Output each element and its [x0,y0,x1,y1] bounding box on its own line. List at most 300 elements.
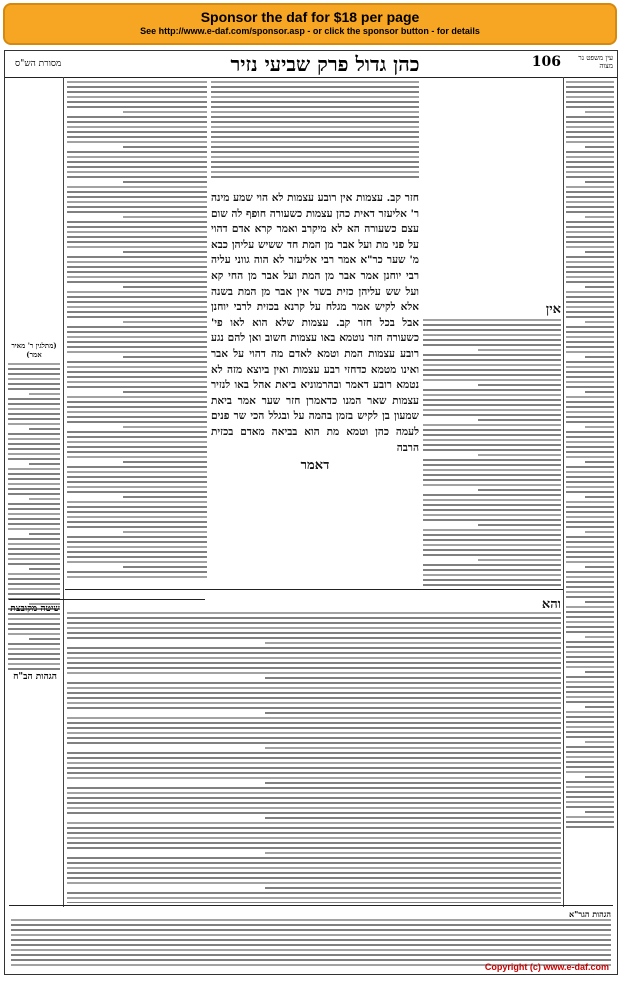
text-line [211,86,419,88]
text-line [8,443,60,445]
text-line [11,919,611,921]
text-line [423,339,561,341]
text-line [8,633,60,635]
text-line [67,842,561,844]
text-line [423,429,561,431]
text-line [67,281,207,283]
text-line [8,458,60,460]
text-line [423,479,561,481]
text-line [566,436,614,438]
text-line [67,902,561,903]
text-line [67,637,561,639]
text-line [423,404,561,406]
lower-commentary [67,593,561,903]
text-line [67,652,561,654]
text-line [8,468,60,470]
text-line [566,366,614,368]
text-line [566,196,614,198]
text-line [67,717,561,719]
text-line [566,771,614,773]
masoret-column [8,81,60,901]
text-line [8,453,60,455]
page-title: כהן גדול פרק שביעי נזיר [230,52,420,76]
text-line [566,131,614,133]
text-line [67,166,207,168]
text-line [478,524,561,526]
text-line [423,409,561,411]
gemara-closing-word: דאמר [300,458,330,474]
text-line [211,131,419,133]
text-line [123,391,207,393]
text-line [566,346,614,348]
text-line [566,526,614,528]
page-header [5,51,617,78]
text-line [566,106,614,108]
copyright-notice[interactable]: Copyright (c) www.e-daf.com [484,962,609,972]
text-line [566,606,614,608]
text-line [566,176,614,178]
text-line [11,959,611,961]
text-line [67,106,207,108]
text-line [585,811,614,813]
text-line [67,822,561,824]
text-line [211,161,419,163]
text-line [423,534,561,536]
text-line [585,216,614,218]
ein-mishpat-column [566,81,614,901]
text-line [123,181,207,183]
text-line [67,737,561,739]
text-line [67,506,207,508]
text-line [67,306,207,308]
text-line [67,541,207,543]
text-line [566,576,614,578]
text-line [566,661,614,663]
text-line [8,373,60,375]
text-line [8,413,60,415]
text-line [67,201,207,203]
text-line [8,583,60,585]
text-line [67,561,207,563]
left-margin-label: מסורת הש"ס [15,59,62,69]
text-line [566,336,614,338]
text-line [67,231,207,233]
text-line [67,196,207,198]
text-line [67,847,561,849]
text-line [478,384,561,386]
sponsor-title[interactable]: Sponsor the daf for $18 per page [200,9,420,25]
text-line [423,354,561,356]
text-line [566,351,614,353]
text-line [67,346,207,348]
text-line [8,628,60,630]
text-line [67,271,207,273]
text-line [67,862,561,864]
text-line [585,601,614,603]
text-line [67,546,207,548]
text-line [585,566,614,568]
text-line [585,181,614,183]
text-line [566,821,614,823]
text-line [423,394,561,396]
text-line [423,439,561,441]
hagahot-gra-label: הגהות הגר"א [568,909,611,919]
text-line [423,494,561,496]
text-line [566,521,614,523]
footnotes [11,909,611,969]
text-line [67,451,207,453]
text-line [423,389,561,391]
text-line [566,801,614,803]
text-line [423,424,561,426]
text-line [566,456,614,458]
text-line [8,618,60,620]
text-line [67,812,561,814]
text-line [423,414,561,416]
text-line [67,401,207,403]
text-line [566,641,614,643]
text-line [423,564,561,566]
sponsor-subtitle[interactable]: See http://www.e-daf.com/sponsor.asp - or click the sponsor button - for details [140,26,480,36]
text-line [478,559,561,561]
text-line [211,176,419,178]
text-line [123,496,207,498]
rashi-heading-word: אין [545,302,561,317]
text-line [8,663,60,665]
text-line [67,326,207,328]
text-line [67,526,207,528]
text-line [8,363,60,365]
text-line [8,473,60,475]
text-line [566,716,614,718]
text-line [423,529,561,531]
text-line [566,206,614,208]
text-line [566,241,614,243]
text-line [566,686,614,688]
text-line [67,406,207,408]
text-line [67,682,561,684]
text-line [67,161,207,163]
text-line [8,543,60,545]
text-line [67,867,561,869]
text-line [11,929,611,931]
text-line [67,697,561,699]
text-line [566,136,614,138]
page-number: 106 [531,54,561,70]
text-line [67,692,561,694]
text-line [566,476,614,478]
sponsor-banner[interactable] [3,3,617,45]
text-line [67,91,207,93]
text-line [67,762,561,764]
text-line [265,852,561,854]
text-line [8,448,60,450]
text-line [566,276,614,278]
text-line [67,521,207,523]
text-line [29,393,60,395]
text-line [566,291,614,293]
rashi-column [423,81,561,586]
text-line [566,781,614,783]
text-line [566,376,614,378]
text-line [566,281,614,283]
text-line [67,617,561,619]
text-line [211,121,419,123]
text-line [566,151,614,153]
text-line [566,501,614,503]
text-line [123,426,207,428]
text-line [67,662,561,664]
text-line [67,131,207,133]
text-line [423,519,561,521]
text-line [566,86,614,88]
text-line [67,732,561,734]
text-line [67,551,207,553]
text-line [67,792,561,794]
text-line [8,573,60,575]
text-line [67,632,561,634]
text-line [8,518,60,520]
text-line [67,136,207,138]
text-line [123,216,207,218]
gemara-text [211,191,419,571]
text-line [566,431,614,433]
text-line [585,461,614,463]
text-line [566,511,614,513]
text-line [566,326,614,328]
text-line [8,368,60,370]
text-line [67,441,207,443]
text-line [585,391,614,393]
text-line [566,101,614,103]
text-line [123,146,207,148]
text-line [566,711,614,713]
text-line [423,444,561,446]
text-line [67,471,207,473]
text-line [67,516,207,518]
text-line [566,696,614,698]
text-line [67,436,207,438]
text-line [585,741,614,743]
text-line [67,386,207,388]
text-line [566,121,614,123]
text-line [423,504,561,506]
text-line [566,746,614,748]
text-line [67,191,207,193]
text-line [211,171,419,173]
text-line [67,491,207,493]
text-line [566,551,614,553]
text-line [566,156,614,158]
text-line [423,329,561,331]
text-line [265,747,561,749]
text-line [67,787,561,789]
text-line [423,399,561,401]
text-line [265,642,561,644]
text-line [67,421,207,423]
text-line [566,211,614,213]
text-line [8,418,60,420]
text-line [566,371,614,373]
text-line [8,588,60,590]
text-line [566,296,614,298]
text-line [29,498,60,500]
text-line [265,677,561,679]
text-line [67,892,561,894]
text-line [8,558,60,560]
text-line [67,296,207,298]
text-line [8,523,60,525]
text-line [8,378,60,380]
text-line [566,301,614,303]
text-line [67,256,207,258]
text-line [585,426,614,428]
text-line [67,101,207,103]
text-line [67,897,561,899]
text-line [566,161,614,163]
text-line [423,369,561,371]
text-line [8,648,60,650]
text-line [566,626,614,628]
text-line [566,491,614,493]
text-line [211,126,419,128]
text-line [67,316,207,318]
text-line [585,671,614,673]
text-line [67,381,207,383]
text-line [423,464,561,466]
text-line [585,496,614,498]
tosafot-column [67,81,207,586]
text-line [8,488,60,490]
text-line [67,211,207,213]
text-line [566,126,614,128]
text-line [566,721,614,723]
text-line [67,311,207,313]
text-line [211,136,419,138]
text-line [585,286,614,288]
text-line [566,581,614,583]
text-line [566,751,614,753]
text-line [265,782,561,784]
text-line [566,676,614,678]
text-line [566,616,614,618]
text-line [566,631,614,633]
text-line [566,441,614,443]
text-line [29,638,60,640]
text-line [67,156,207,158]
text-line [67,341,207,343]
text-line [67,872,561,874]
text-line [8,593,60,595]
text-line [8,388,60,390]
text-line [123,461,207,463]
text-line [67,802,561,804]
text-line [123,531,207,533]
text-line [67,576,207,578]
text-line [11,944,611,946]
text-line [67,266,207,268]
text-line [67,622,561,624]
text-line [566,546,614,548]
text-line [67,837,561,839]
text-line [566,226,614,228]
text-line [566,341,614,343]
text-line [67,466,207,468]
text-line [566,311,614,313]
text-line [123,321,207,323]
text-line [265,712,561,714]
text-line [566,786,614,788]
text-line [67,206,207,208]
text-line [566,796,614,798]
text-line [67,722,561,724]
text-line [211,146,419,148]
text-line [8,478,60,480]
text-line [67,171,207,173]
text-line [67,96,207,98]
text-line [566,561,614,563]
text-line [566,701,614,703]
text-line [67,727,561,729]
right-margin-label: עין משפט נר מצוה [578,54,613,70]
text-line [566,541,614,543]
text-line [423,364,561,366]
text-line [211,111,419,113]
text-line [478,419,561,421]
text-line [423,484,561,486]
text-line [67,797,561,799]
text-line [67,121,207,123]
text-line [566,421,614,423]
text-line [67,276,207,278]
text-line [67,151,207,153]
text-line [67,226,207,228]
text-line [566,596,614,598]
text-line [67,116,207,118]
text-line [566,666,614,668]
text-line [67,687,561,689]
text-line [423,334,561,336]
text-line [423,324,561,326]
text-line [423,544,561,546]
text-line [11,954,611,956]
text-line [123,111,207,113]
text-line [67,511,207,513]
text-line [566,191,614,193]
text-line [566,651,614,653]
text-line [566,96,614,98]
text-line [566,536,614,538]
text-line [8,433,60,435]
text-line [566,166,614,168]
text-line [423,579,561,581]
text-line [585,636,614,638]
text-line [566,656,614,658]
text-line [566,231,614,233]
column-divider [63,77,64,907]
text-line [11,949,611,951]
text-line [211,141,419,143]
text-line [67,627,561,629]
text-line [67,501,207,503]
text-line [566,466,614,468]
text-line [566,406,614,408]
text-line [585,321,614,323]
text-line [423,449,561,451]
text-line [8,623,60,625]
gloss-word-vehu: והא [541,597,561,612]
text-line [8,383,60,385]
